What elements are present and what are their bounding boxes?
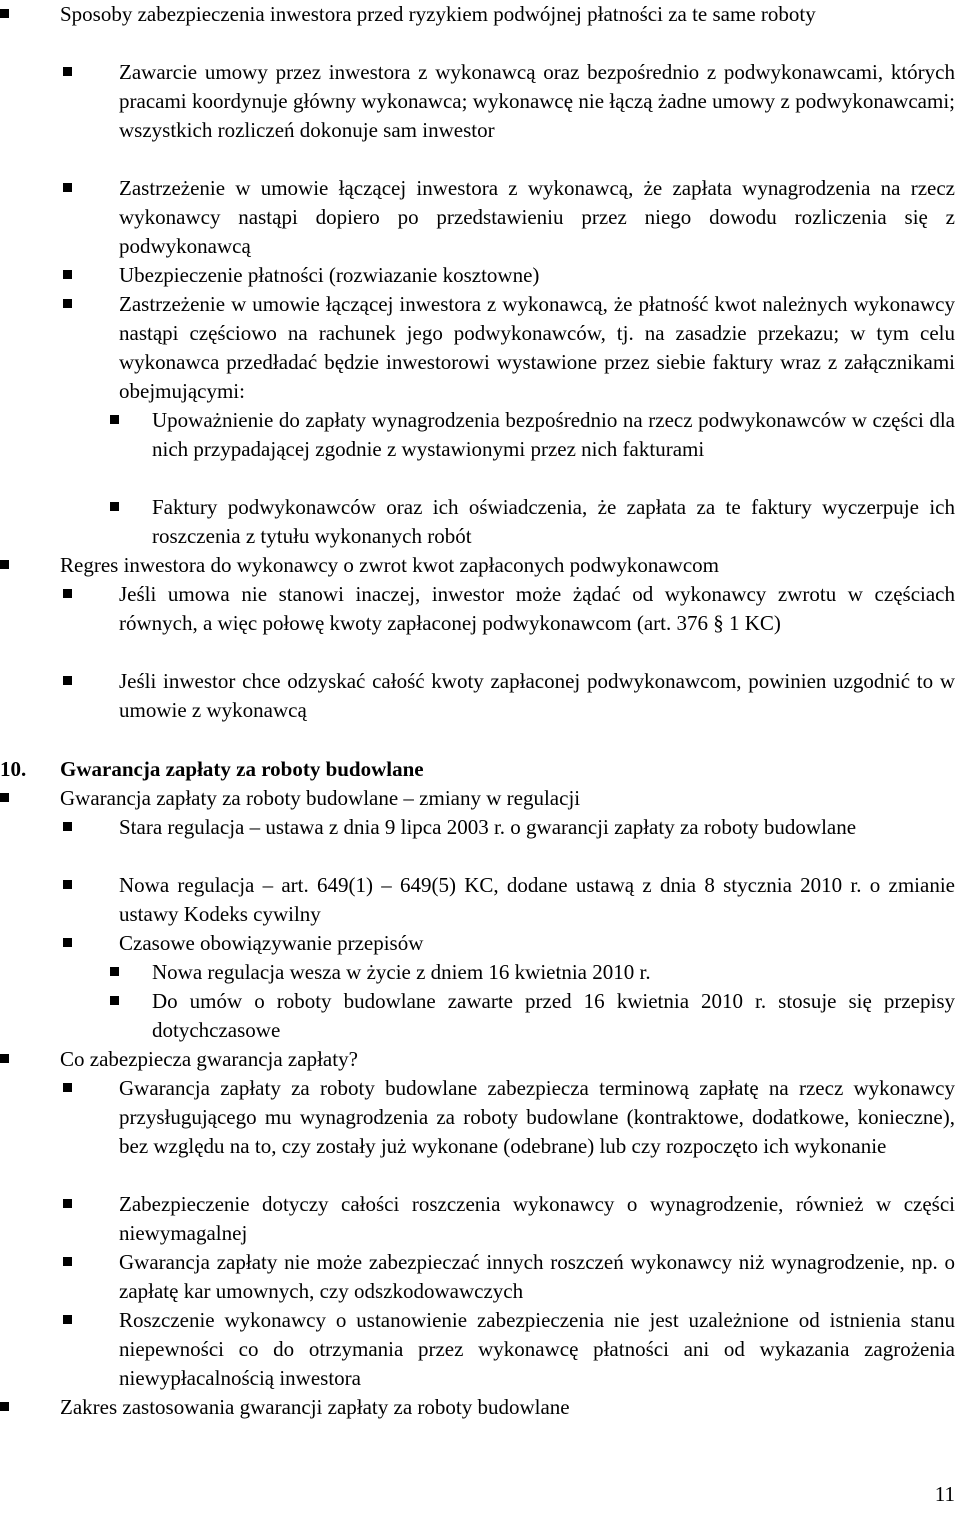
- list-item-text: Gwarancja zapłaty za roboty budowlane – zmiany w regulacji: [60, 786, 581, 810]
- list-item: [119, 871, 955, 929]
- list-item: [60, 0, 955, 29]
- bullet-square-icon: [63, 1083, 72, 1092]
- list-item-text: Zastrzeżenie w umowie łączącej inwestora z wykonawcą, że płatność kwot należnych wykonawcy nastąpi częściowo na rachunek jego podwykonawców, tj. na zasadzie przekazu; w tym celu wykonawca przedładać będzie inwestorowi wystawione przez siebie faktury wraz z załącznikami obejmującymi:: [119, 292, 955, 403]
- list-item-text: Zabezpieczenie dotyczy całości roszczenia wykonawcy o wynagrodzenie, również w części niewymagalnej: [119, 1192, 955, 1245]
- list-item: [119, 1074, 955, 1161]
- list-item: [152, 987, 955, 1045]
- section-number: 10.: [0, 757, 27, 781]
- list-item-text: Jeśli umowa nie stanowi inaczej, inwestor może żądać od wykonawcy zwrotu w częściach równych, a więc połowę kwoty zapłaconej podwykonawcom (art. 376 § 1 KC): [119, 582, 955, 635]
- bullet-square-icon: [0, 560, 9, 569]
- bullet-square-icon: [63, 67, 72, 76]
- list-item-text: Zawarcie umowy przez inwestora z wykonawcą oraz bezpośrednio z podwykonawcami, których pracami koordynuje główny wykonawca; wykonawcę nie łączą żadne umowy z podwykonawcami; wszystkich rozliczeń dokonuje sam inwestor: [119, 60, 955, 142]
- list-item-text: Jeśli inwestor chce odzyskać całość kwoty zapłaconej podwykonawcom, powinien uzgodnić to w umowie z wykonawcą: [119, 669, 955, 722]
- list-item-text: Zakres zastosowania gwarancji zapłaty za roboty budowlane: [60, 1395, 570, 1419]
- list-item-text: Co zabezpiecza gwarancja zapłaty?: [60, 1047, 358, 1071]
- list-item-text: Regres inwestora do wykonawcy o zwrot kwot zapłaconych podwykonawcom: [60, 553, 719, 577]
- list-item: [119, 580, 955, 638]
- list-item: [60, 1045, 955, 1074]
- bullet-square-icon: [63, 938, 72, 947]
- list-item: [60, 1393, 955, 1422]
- bullet-square-icon: [63, 822, 72, 831]
- bullet-square-icon: [0, 793, 9, 802]
- list-item-text: Zastrzeżenie w umowie łączącej inwestora z wykonawcą, że zapłata wynagrodzenia na rzecz wykonawcy nastąpi dopiero po przedstawieniu przez niego dowodu rozliczenia się z podwykonawcą: [119, 176, 955, 258]
- list-item-text: Faktury podwykonawców oraz ich oświadczenia, że zapłata za te faktury wyczerpuje ich roszczenia z tytułu wykonanych robót: [152, 495, 955, 548]
- bullet-square-icon: [63, 1315, 72, 1324]
- list-item: [60, 784, 955, 813]
- bullet-square-icon: [63, 1199, 72, 1208]
- list-item: [152, 493, 955, 551]
- bullet-square-icon: [0, 1402, 9, 1411]
- section-title: Gwarancja zapłaty za roboty budowlane: [60, 757, 424, 781]
- bullet-square-icon: [0, 1054, 9, 1063]
- list-item-text: Do umów o roboty budowlane zawarte przed 16 kwietnia 2010 r. stosuje się przepisy dotychczasowe: [152, 989, 955, 1042]
- bullet-square-icon: [0, 9, 9, 18]
- list-item-text: Gwarancja zapłaty za roboty budowlane zabezpiecza terminową zapłatę na rzecz wykonawcy przysługującego mu wynagrodzenia za roboty budowlane (kontraktowe, dodatkowe, konieczne), bez względu na to, czy zostały już wykonane (odebrane) lub czy rozpoczęto ich wykonanie: [119, 1076, 955, 1158]
- bullet-square-icon: [63, 589, 72, 598]
- list-item: [119, 290, 955, 406]
- list-item: [119, 667, 955, 725]
- list-item: [119, 1190, 955, 1248]
- list-item-text: Upoważnienie do zapłaty wynagrodzenia bezpośrednio na rzecz podwykonawców w części dla nich przypadającej zgodnie z wystawionymi przez nich fakturami: [152, 408, 955, 461]
- list-item-text: Sposoby zabezpieczenia inwestora przed ryzykiem podwójnej płatności za te same roboty: [60, 2, 816, 26]
- list-item-text: Ubezpieczenie płatności (rozwiazanie kosztowne): [119, 263, 540, 287]
- list-item: [119, 1248, 955, 1306]
- list-item-text: Roszczenie wykonawcy o ustanowienie zabezpieczenia nie jest uzależnione od istnienia stanu niepewności co do otrzymania przez wykonawcę płatności ani od wykazania zagrożenia niewypłacalnością inwestora: [119, 1308, 955, 1390]
- list-item-text: Nowa regulacja – art. 649(1) – 649(5) KC, dodane ustawą z dnia 8 stycznia 2010 r. o zmianie ustawy Kodeks cywilny: [119, 873, 955, 926]
- bullet-square-icon: [63, 270, 72, 279]
- list-item: [119, 58, 955, 145]
- bullet-square-icon: [63, 299, 72, 308]
- list-item-text: Nowa regulacja wesza w życie z dniem 16 kwietnia 2010 r.: [152, 960, 651, 984]
- bullet-square-icon: [63, 1257, 72, 1266]
- page-number: 11: [934, 1482, 955, 1506]
- list-item: [119, 174, 955, 261]
- bullet-square-icon: [110, 967, 119, 976]
- list-item: [152, 958, 955, 987]
- list-item-text: Gwarancja zapłaty nie może zabezpieczać innych roszczeń wykonawcy niż wynagrodzenie, np. o zapłatę kar umownych, czy odszkodowawczych: [119, 1250, 955, 1303]
- list-item-text: Stara regulacja – ustawa z dnia 9 lipca 2003 r. o gwarancji zapłaty za roboty budowlane: [119, 815, 857, 839]
- list-item: [119, 261, 955, 290]
- bullet-square-icon: [63, 676, 72, 685]
- list-item: [119, 929, 955, 958]
- bullet-square-icon: [110, 415, 119, 424]
- bullet-square-icon: [63, 880, 72, 889]
- list-item: [152, 406, 955, 464]
- bullet-square-icon: [63, 183, 72, 192]
- list-item: [60, 551, 955, 580]
- list-item-text: Czasowe obowiązywanie przepisów: [119, 931, 424, 955]
- bullet-square-icon: [110, 996, 119, 1005]
- list-item: [119, 1306, 955, 1393]
- bullet-square-icon: [110, 502, 119, 511]
- list-item: [119, 813, 955, 842]
